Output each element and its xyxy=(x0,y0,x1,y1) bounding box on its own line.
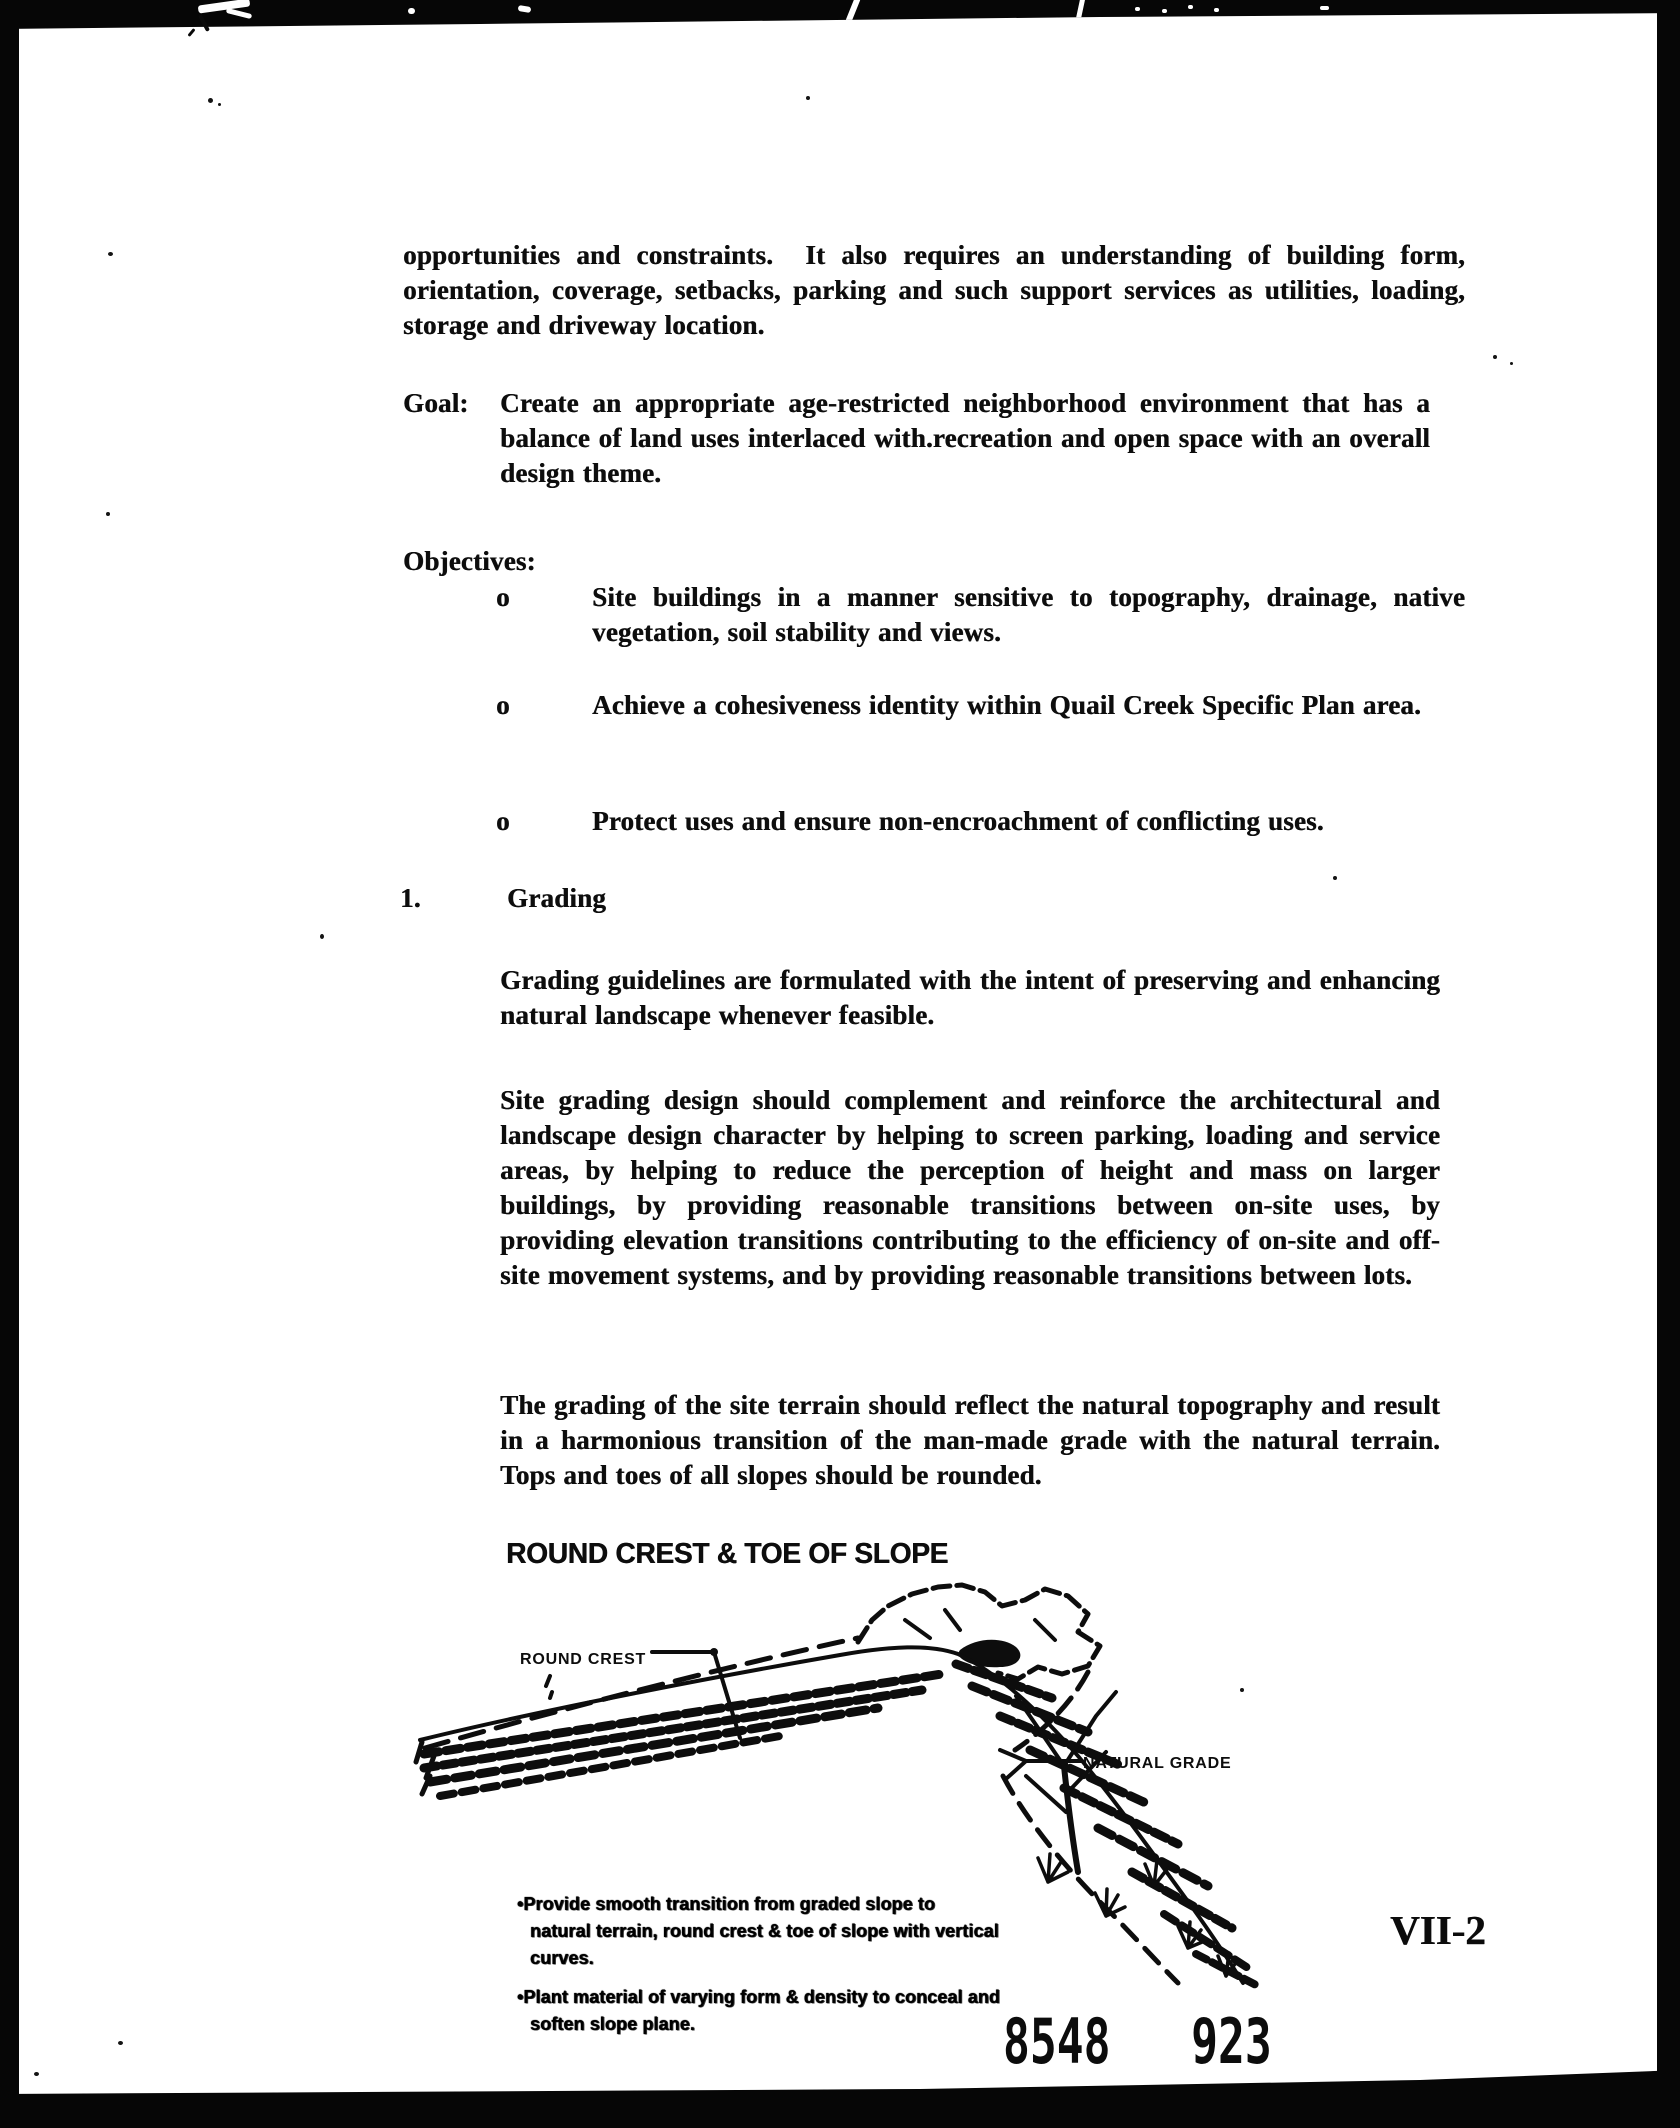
scan-speck xyxy=(106,512,110,516)
bullet-marker: o xyxy=(496,582,510,612)
bullet-marker: o xyxy=(496,806,510,836)
natural-grade-label: NATURAL GRADE xyxy=(1083,1755,1232,1772)
scan-speck xyxy=(218,103,221,106)
intro-paragraph: opportunities and constraints. It also requires an understanding of building form, orientation, coverage, setbacks, parking and such support services as utilities, loading, storage and driveway location. xyxy=(403,240,1473,340)
objective-text: Site buildings in a manner sensitive to topography, drainage, native vegetation, soil stability and views. xyxy=(592,582,1473,647)
scan-edge-bottom xyxy=(0,2060,1680,2128)
scan-edge-right xyxy=(1657,0,1680,2128)
scan-mark xyxy=(187,28,195,37)
objective-text: Achieve a cohesiveness identity within Quail Creek Specific Plan area. xyxy=(592,690,1421,720)
goal-label: Goal: xyxy=(403,388,469,418)
round-crest-label: ROUND CREST xyxy=(520,1651,647,1668)
scan-speck xyxy=(1240,1688,1244,1692)
section-title: Grading xyxy=(507,883,606,913)
grading-paragraph: The grading of the site terrain should reflect the natural topography and result in a harmonious transition of the man-made grade with the natural terrain. Tops and toes of all slopes should be rounded. xyxy=(500,1390,1456,1490)
grading-paragraph: Grading guidelines are formulated with the intent of preserving and enhancing natural landscape whenever feasible. xyxy=(500,965,1448,1030)
objective-text: Protect uses and ensure non-encroachment of conflicting uses. xyxy=(592,806,1324,836)
objective-item xyxy=(496,580,1473,650)
page-number: VII-2 xyxy=(1390,1907,1486,1953)
objective-item xyxy=(496,688,1465,723)
objective-item xyxy=(496,804,1465,839)
scan-speck xyxy=(320,934,324,939)
scan-speck xyxy=(34,2072,39,2076)
grading-paragraph: Site grading design should complement and reinforce the architectural and landscape design character by helping to screen parking, loading and service areas, by helping to reduce the perception of height and mass on larger buildings, by providing reasonable transitions between on-site uses, by providing elevation transitions contributing to the efficiency of on-site and off-site movement systems, and by providing reasonable transitions between lots. xyxy=(500,1085,1448,1290)
scan-speck xyxy=(1510,362,1513,365)
scan-speck xyxy=(1493,355,1497,359)
objectives-heading: Objectives: xyxy=(403,546,536,576)
bullet-marker: o xyxy=(496,690,510,720)
shrub xyxy=(1095,1889,1125,1916)
figure-title: ROUND CREST & TOE OF SLOPE xyxy=(506,1538,949,1570)
section-number: 1. xyxy=(400,883,421,913)
scan-edge-left xyxy=(0,0,19,2128)
scan-speck xyxy=(108,252,113,256)
stamp-numbers: 8548 923 xyxy=(1003,2005,1272,2078)
figure-note: •Plant material of varying form & density to conceal and soften slope plane. xyxy=(517,1987,1006,2034)
scan-speck xyxy=(118,2041,123,2045)
section-heading xyxy=(400,881,606,916)
scan-speck xyxy=(208,98,213,103)
goal-text: Create an appropriate age-restricted neighborhood environment that has a balance of land uses interlaced with.recreation and open space with an overall design theme. xyxy=(500,388,1438,488)
scan-edge-top xyxy=(0,0,1680,30)
goal-section xyxy=(403,386,1438,491)
scan-speck xyxy=(806,96,810,100)
scan-speck xyxy=(1333,876,1337,880)
shrub xyxy=(1038,1854,1068,1882)
figure-note: •Provide smooth transition from graded slope to natural terrain, round crest & toe of slope with vertical curves. xyxy=(517,1894,1004,1968)
